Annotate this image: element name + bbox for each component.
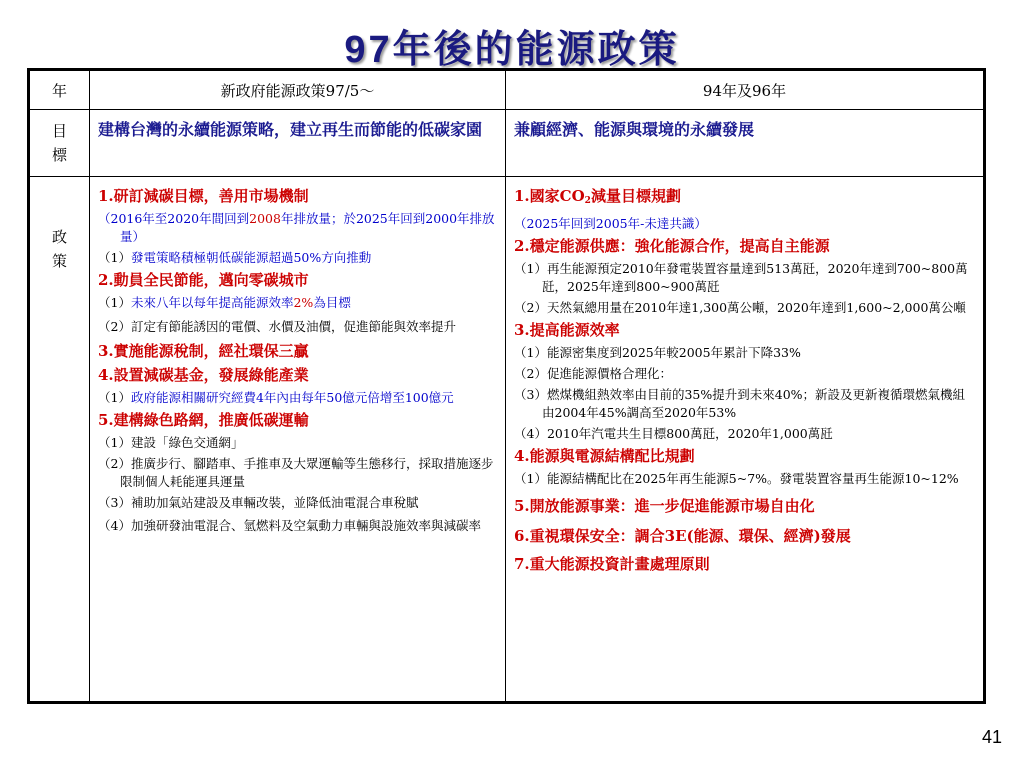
title-text: 年後的能源政策	[392, 27, 680, 71]
old-heading-1	[514, 186, 977, 211]
new-heading-5-item-4: （4）加強研發油電混合、氫燃料及空氣動力車輛與設施效率與減碳率	[98, 518, 481, 533]
heading-subscript: 2	[584, 196, 591, 206]
item-text: 未來八年以每年提高能源效率	[130, 295, 294, 310]
old-heading-3: 3.提高能源效率	[514, 321, 620, 339]
header-year: 年	[30, 71, 90, 110]
policy-table	[27, 68, 986, 704]
item-text: 發電策略積極朝低碳能源超過50%方向推動	[130, 250, 372, 265]
note-year: 2008	[249, 211, 281, 226]
item-number: （1）	[98, 390, 131, 405]
old-heading-3-item-4: （4）2010年汽電共生目標800萬瓩，2020年1,000萬瓩	[514, 426, 833, 441]
old-heading-1-note: （2025年回到2005年-未達共識）	[514, 216, 707, 231]
goal-label-2: 標	[51, 146, 67, 164]
item-number: （1）	[98, 295, 131, 310]
row-label-policy	[30, 177, 90, 701]
old-heading-3-item-1: （1）能源密集度到2025年較2005年累計下降33%	[514, 345, 801, 360]
policy-new	[90, 177, 506, 701]
new-heading-4: 4.設置減碳基金，發展綠能產業	[98, 366, 309, 384]
new-heading-5-item-2: （2）推廣步行、腳踏車、手推車及大眾運輸等生態移行，採取措施逐步限制個人耗能運具運量	[98, 456, 494, 489]
item-text: 政府能源相關研究經費4年內由每年50億元倍增至100億元	[130, 390, 454, 405]
new-heading-1: 1.研訂減碳目標，善用市場機制	[98, 187, 309, 205]
item-percent: 2%	[293, 295, 314, 310]
note-part: 年排放量；於2025年回到2000年排放量）	[120, 211, 495, 244]
header-new-policy: 新政府能源政策97/5～	[90, 71, 506, 110]
goal-label-1: 目	[51, 122, 67, 140]
page-title	[0, 18, 1024, 73]
new-heading-2-item-2: （2）訂定有節能誘因的電價、水價及油價，促進節能與效率提升	[98, 319, 456, 334]
old-heading-7: 7.重大能源投資計畫處理原則	[514, 555, 710, 573]
title-number: 97	[344, 29, 393, 71]
old-heading-3-item-3: （3）燃煤機組熱效率由目前的35%提升到未來40%；新設及更新複循環燃氣機組由2004年45%調高至2020年53%	[514, 387, 966, 420]
policy-label-2: 策	[51, 252, 67, 270]
page-number: 41	[981, 727, 1002, 747]
row-label-goal	[30, 110, 90, 177]
old-heading-2-item-2: （2）天然氣總用量在2010年達1,300萬公噸，2020年達到1,600~2,000萬公噸	[514, 300, 966, 315]
new-heading-5-item-1: （1）建設「綠色交通網」	[98, 435, 244, 450]
old-heading-4: 4.能源與電源結構配比規劃	[514, 447, 695, 465]
policy-label-1: 政	[51, 228, 67, 246]
old-heading-2-item-1: （1）再生能源預定2010年發電裝置容量達到513萬瓩，2020年達到700~800萬瓩，2025年達到800~900萬瓩	[514, 261, 968, 294]
new-heading-4-item-1	[98, 389, 499, 407]
policy-old	[506, 177, 983, 701]
heading-part: 1.國家CO	[514, 187, 585, 205]
old-heading-2: 2.穩定能源供應：強化能源合作，提高自主能源	[514, 237, 830, 255]
new-heading-5: 5.建構綠色路網，推廣低碳運輸	[98, 411, 309, 429]
old-heading-6: 6.重視環保安全：調合3E(能源、環保、經濟)發展	[514, 527, 851, 545]
old-heading-5: 5.開放能源事業：進一步促進能源市場自由化	[514, 497, 815, 515]
new-heading-3: 3.實施能源稅制，經社環保三贏	[98, 342, 309, 360]
heading-part: 減量目標規劃	[590, 187, 681, 205]
old-heading-4-item-1: （1）能源結構配比在2025年再生能源5~7%。發電裝置容量再生能源10~12%	[514, 471, 959, 486]
new-heading-1-item-1	[98, 249, 499, 267]
goal-new: 建構台灣的永續能源策略，建立再生而節能的低碳家園	[90, 110, 506, 177]
header-old-policy: 94年及96年	[506, 71, 983, 110]
new-heading-2: 2.動員全民節能，邁向零碳城市	[98, 271, 309, 289]
new-heading-2-item-1	[98, 294, 499, 312]
new-heading-1-note	[98, 210, 499, 246]
note-part: （2016年至2020年間回到	[98, 211, 250, 226]
item-text: 為目標	[313, 295, 351, 310]
old-heading-3-item-2: （2）促進能源價格合理化：	[514, 366, 672, 381]
item-number: （1）	[98, 250, 131, 265]
goal-old: 兼顧經濟、能源與環境的永續發展	[506, 110, 983, 177]
new-heading-5-item-3: （3）補助加氣站建設及車輛改裝，並降低油電混合車稅賦	[98, 495, 419, 510]
